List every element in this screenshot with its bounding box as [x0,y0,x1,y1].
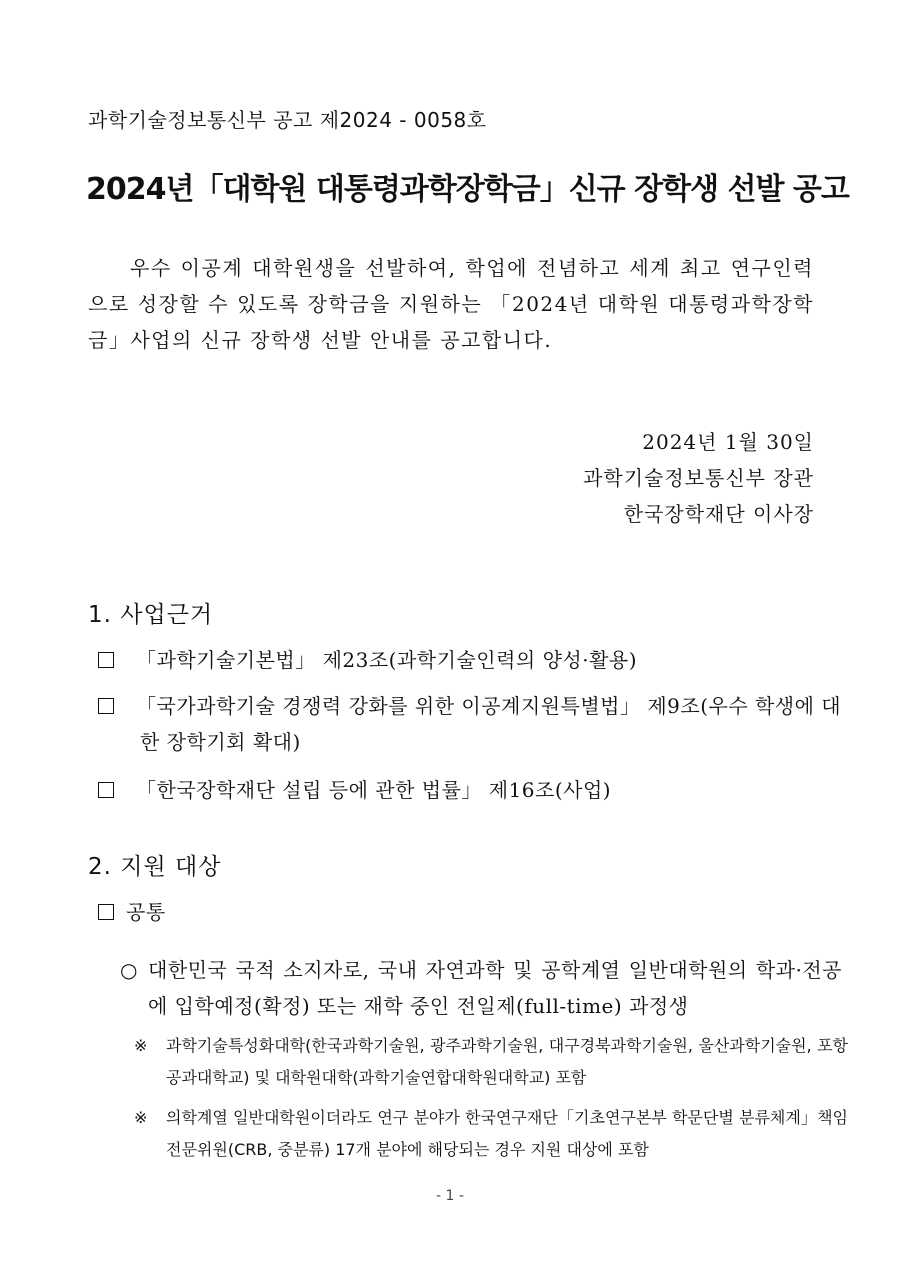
checkbox-square-icon [98,904,114,920]
legal-basis-text: 「국가과학기술 경쟁력 강화를 위한 이공계지원특별법」 제9조(우수 학생에 대한 장학기회 확대) [136,694,842,754]
page-number: - 1 - [436,1188,464,1204]
section-heading-eligibility: 2. 지원 대상 [88,854,222,880]
legal-basis-text: 「한국장학재단 설립 등에 관한 법률」 제16조(사업) [136,778,612,802]
reference-mark-icon: ※ [134,1108,148,1127]
signatory-ministry: 과학기술정보통신부 장관 [583,466,814,490]
legal-basis-item [98,642,856,678]
eligibility-subheading [98,894,814,930]
eligibility-note [134,1030,848,1094]
reference-mark-icon: ※ [134,1036,148,1055]
checkbox-square-icon [98,652,114,668]
notice-number: 과학기술정보통신부 공고 제2024 - 0058호 [88,108,487,132]
legal-basis-item [98,772,856,808]
document-title: 2024년「대학원 대통령과학장학금」신규 장학생 선발 공고 [86,172,849,207]
intro-paragraph: 우수 이공계 대학원생을 선발하여, 학업에 전념하고 세계 최고 연구인력으로 성장할 수 있도록 장학금을 지원하는 「2024년 대학원 대통령과학장학금」사업의 신규 장학생 선발 안내를 공고합니다. [88,256,814,352]
eligibility-note [134,1102,848,1166]
section-heading-legal-basis: 1. 사업근거 [88,602,214,628]
circle-bullet-icon: ○ [120,958,138,982]
announcement-date: 2024년 1월 30일 [642,430,814,454]
subheading-text: 공통 [126,900,166,924]
eligibility-circle-item [120,952,842,1024]
signatory-foundation: 한국장학재단 이사장 [623,502,814,526]
signature-block [583,424,814,532]
note-text: 의학계열 일반대학원이더라도 연구 분야가 한국연구재단「기초연구본부 학문단별 분류체계」책임전문위원(CRB, 중분류) 17개 분야에 해당되는 경우 지원 대상에 포함 [166,1108,848,1159]
note-text: 과학기술특성화대학(한국과학기술원, 광주과학기술원, 대구경북과학기술원, 울산과학기술원, 포항공과대학교) 및 대학원대학(과학기술연합대학원대학교) 포함 [166,1036,848,1087]
eligibility-text: 대한민국 국적 소지자로, 국내 자연과학 및 공학계열 일반대학원의 학과·전공에 입학예정(확정) 또는 재학 중인 전일제(full-time) 과정생 [148,958,842,1018]
legal-basis-text: 「과학기술기본법」 제23조(과학기술인력의 양성·활용) [136,648,638,672]
checkbox-square-icon [98,698,114,714]
checkbox-square-icon [98,782,114,798]
legal-basis-item [98,688,856,760]
